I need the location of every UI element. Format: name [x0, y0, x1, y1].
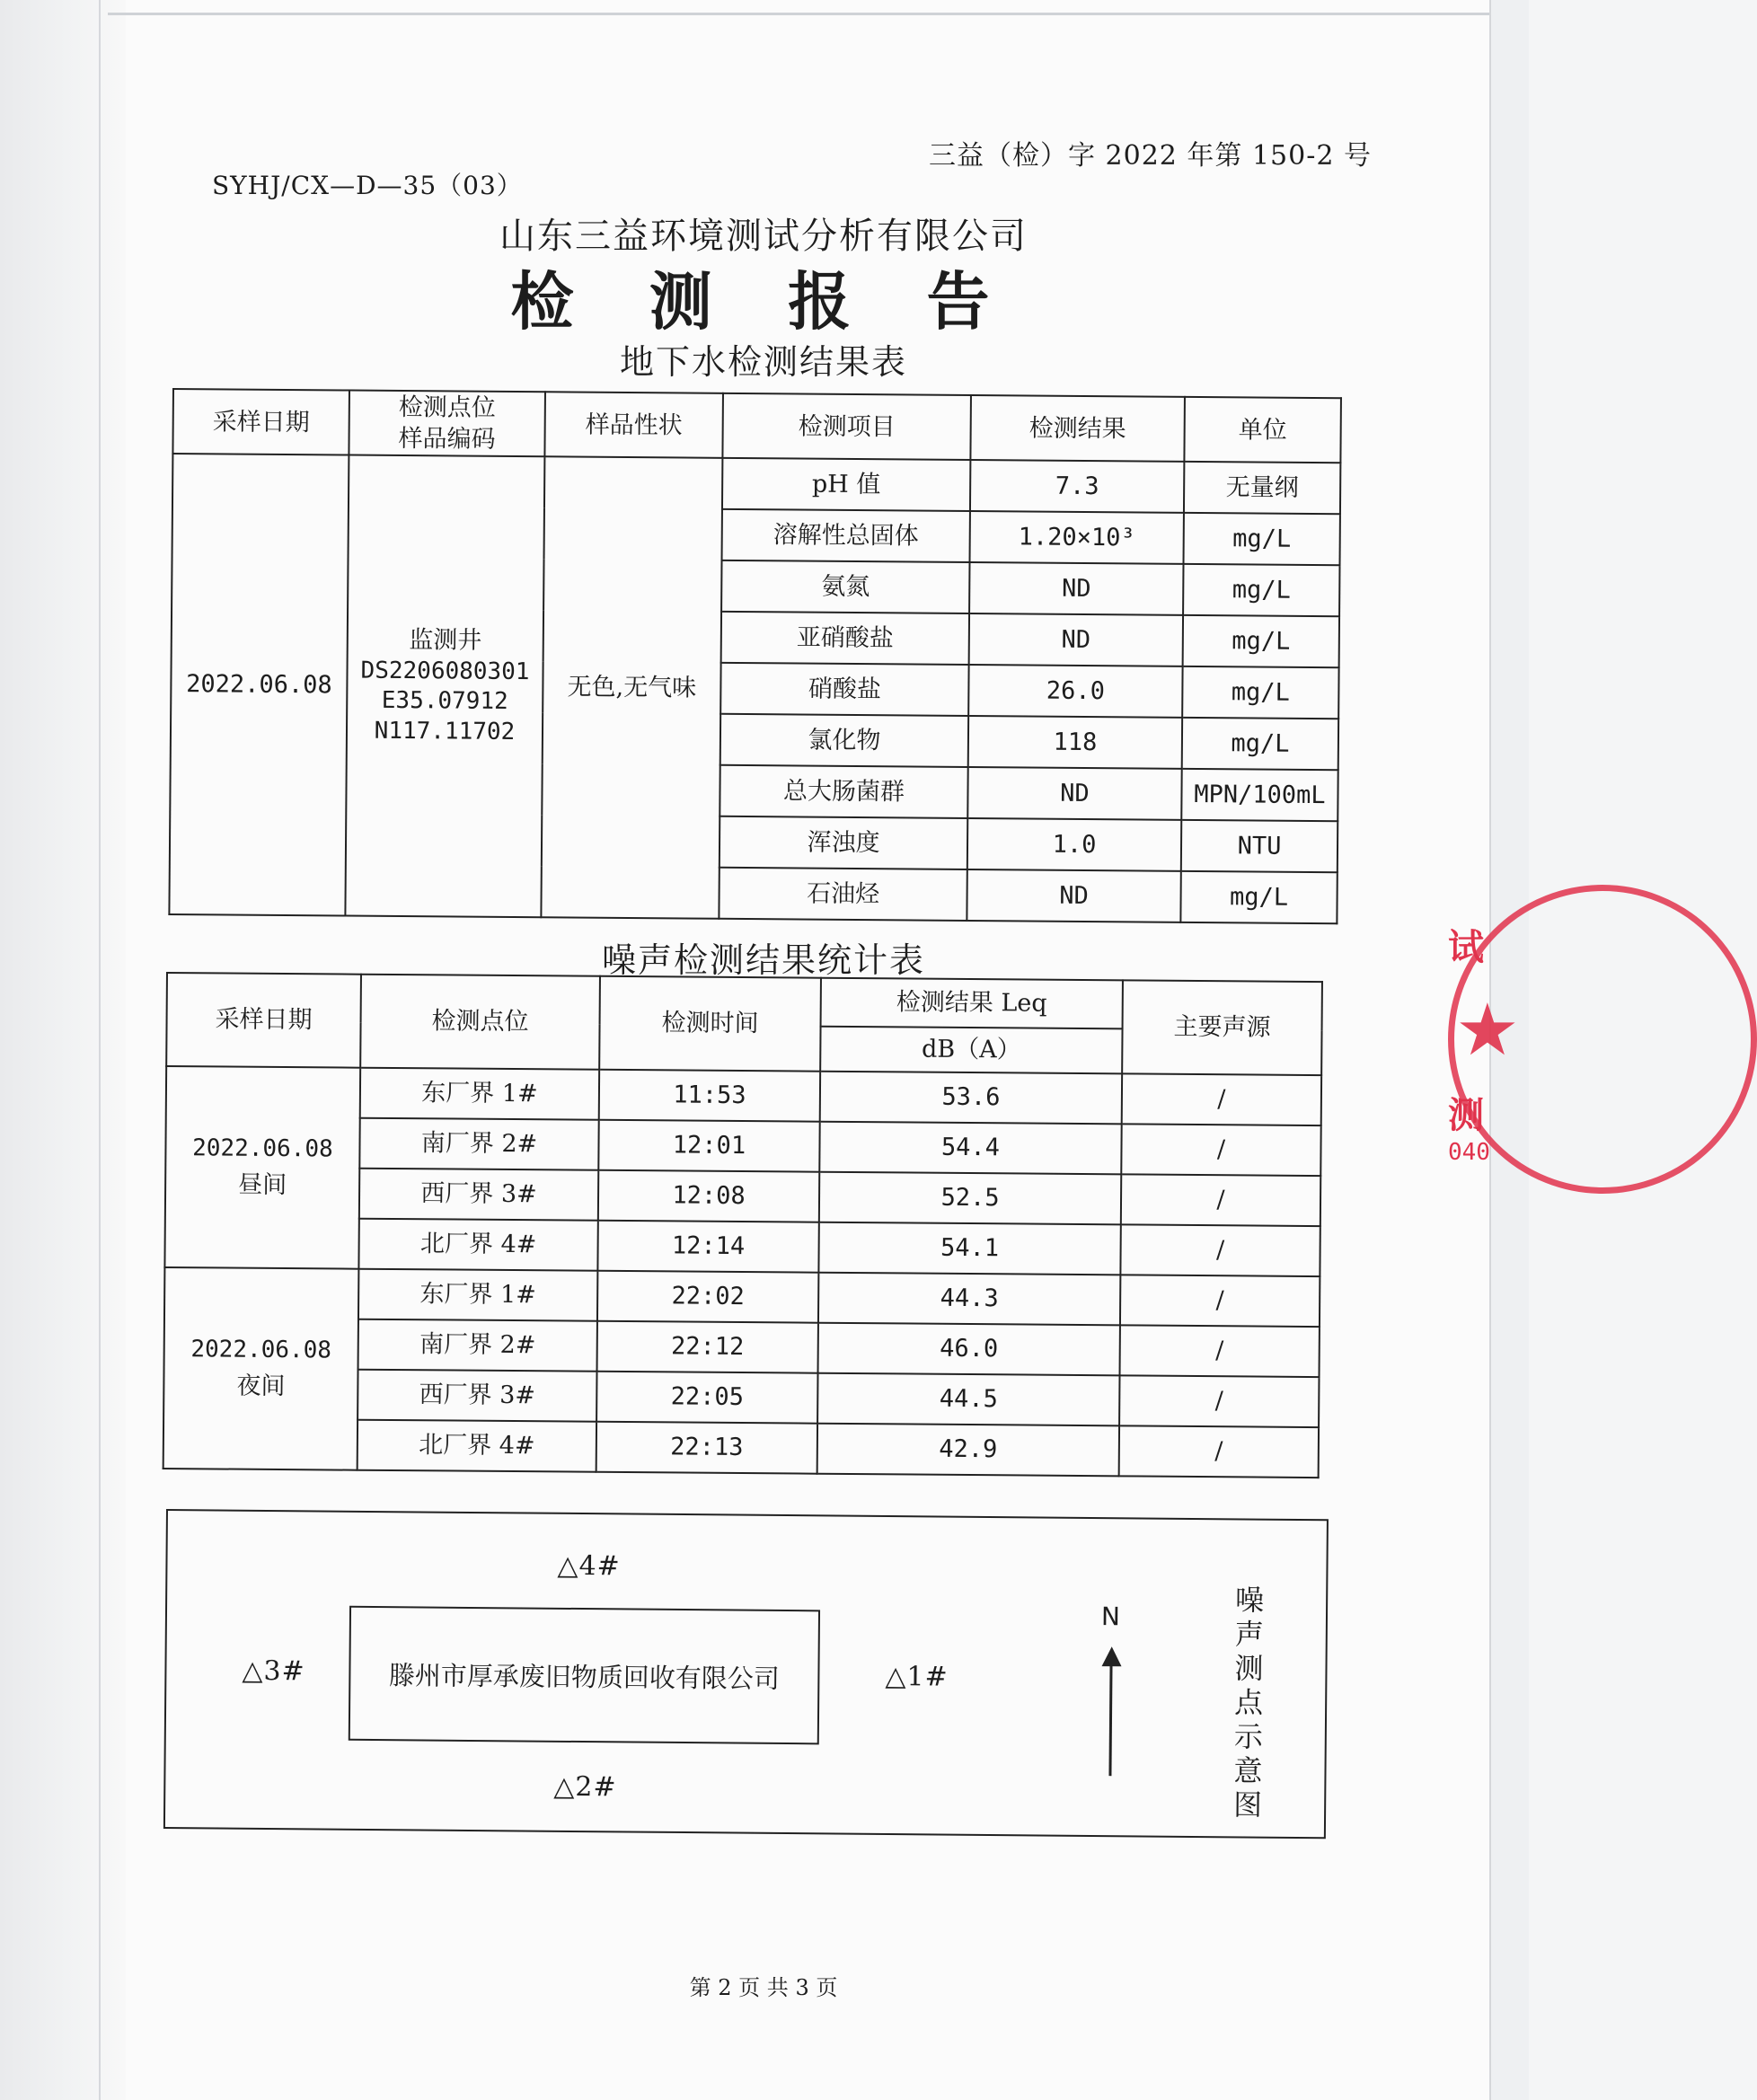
seal-star-icon: ★	[1455, 988, 1520, 1072]
test-time-cell: 22:12	[597, 1321, 818, 1373]
leq-value-cell: 44.5	[817, 1373, 1119, 1426]
north-arrow-shaft	[1108, 1661, 1112, 1776]
test-result-cell: 1.20×10³	[970, 511, 1184, 564]
test-time-cell: 12:01	[598, 1120, 819, 1172]
noise-point-diagram	[163, 1509, 1329, 1839]
test-time-cell: 11:53	[599, 1070, 820, 1122]
test-item-cell: 氯化物	[720, 714, 968, 767]
main-source-cell: /	[1120, 1275, 1320, 1327]
seal-text-top: 试	[1448, 927, 1484, 968]
header-unit: 单位	[1184, 397, 1341, 463]
test-time-cell: 22:02	[597, 1271, 818, 1323]
header-leq-result: 检测结果 Leq	[821, 978, 1123, 1029]
test-point-line: N117.11702	[374, 717, 516, 746]
leq-value-cell: 53.6	[820, 1072, 1122, 1125]
sampling-date-cell	[164, 1066, 360, 1269]
leq-value-cell: 52.5	[819, 1172, 1121, 1225]
unit-cell: mg/L	[1183, 564, 1339, 616]
seal-text-bottom: 测	[1448, 1095, 1484, 1136]
sample-nature-cell: 无色,无气味	[541, 456, 722, 919]
sampling-date: 2022.06.08	[190, 1335, 332, 1364]
test-result-cell: 26.0	[968, 665, 1182, 718]
legend-char: 示	[1233, 1719, 1263, 1754]
point-3-marker: △3#	[242, 1654, 305, 1688]
test-item-cell: pH 值	[722, 458, 970, 511]
test-point-cell: 西厂界 3#	[359, 1169, 598, 1221]
test-time-cell: 22:13	[596, 1422, 817, 1474]
point-1-marker: △1#	[885, 1660, 949, 1693]
header-test-time: 检测时间	[599, 976, 821, 1072]
header-test-point: 检测点位	[360, 975, 600, 1070]
main-source-cell: /	[1122, 1073, 1321, 1125]
test-time-cell: 22:05	[596, 1372, 817, 1424]
official-seal-stamp	[1448, 885, 1520, 1190]
test-point-cell: 南厂界 2#	[358, 1319, 597, 1372]
test-point-cell: 北厂界 4#	[358, 1219, 597, 1271]
test-point-cell: 东厂界 1#	[358, 1269, 597, 1321]
test-result-cell: 1.0	[967, 818, 1181, 871]
plant-outline: 滕州市厚承废旧物质回收有限公司	[349, 1606, 820, 1745]
test-point-cell: 南厂界 2#	[359, 1118, 598, 1170]
sampling-period: 昼间	[238, 1170, 287, 1200]
form-code: SYHJ/CX—D—35（03）	[212, 171, 523, 200]
test-point-cell: 北厂界 4#	[358, 1420, 596, 1472]
document-number: 三益（检）字 2022 年第 150-2 号	[929, 140, 1372, 172]
test-item-cell: 硝酸盐	[720, 663, 968, 716]
unit-cell: mg/L	[1180, 871, 1337, 923]
scan-fold-line	[99, 0, 101, 2100]
header-sample-code-label: 样品编码	[398, 425, 496, 454]
leq-value-cell: 42.9	[817, 1424, 1119, 1477]
header-point-code	[349, 391, 545, 457]
scan-edge-left	[0, 0, 126, 2100]
header-sample-nature: 样品性状	[544, 392, 723, 458]
leq-value-cell: 54.1	[818, 1222, 1120, 1275]
unit-cell: MPN/100mL	[1181, 769, 1338, 821]
test-item-cell: 总大肠菌群	[720, 765, 967, 818]
unit-cell: mg/L	[1182, 666, 1338, 719]
main-source-cell: /	[1120, 1325, 1320, 1377]
header-test-result: 检测结果	[970, 395, 1185, 462]
main-source-cell: /	[1119, 1375, 1319, 1427]
leq-value-cell: 44.3	[818, 1273, 1120, 1326]
sampling-date-cell: 2022.06.08	[169, 454, 349, 916]
test-result-cell: ND	[967, 869, 1180, 922]
unit-cell: mg/L	[1183, 513, 1339, 565]
unit-cell: mg/L	[1183, 615, 1339, 667]
header-test-item: 检测项目	[722, 393, 971, 460]
page-number: 第 2 页 共 3 页	[689, 1974, 838, 2000]
header-sampling-date: 采样日期	[166, 973, 361, 1068]
point-4-marker: △4#	[557, 1549, 621, 1583]
test-point-cell: 西厂界 3#	[358, 1370, 596, 1422]
header-main-source: 主要声源	[1122, 980, 1322, 1075]
test-point-line: DS2206080301	[360, 657, 530, 685]
leq-value-cell: 46.0	[818, 1323, 1120, 1376]
scan-edge-top	[108, 13, 1509, 15]
north-label: N	[1100, 1601, 1122, 1632]
test-result-cell: 118	[968, 716, 1182, 769]
test-item-cell: 亚硝酸盐	[721, 612, 969, 665]
legend-char: 测	[1234, 1651, 1264, 1686]
table-header-row	[167, 973, 1322, 1030]
main-source-cell: /	[1121, 1124, 1320, 1176]
test-point-line: E35.07912	[381, 687, 508, 716]
test-result-cell: ND	[967, 767, 1181, 820]
test-time-cell: 12:08	[598, 1170, 819, 1222]
test-item-cell: 氨氮	[721, 560, 969, 613]
sampling-period: 夜间	[236, 1372, 286, 1401]
main-source-cell: /	[1120, 1224, 1320, 1276]
test-point-cell	[345, 455, 544, 918]
company-name: 山东三益环境测试分析有限公司	[499, 215, 1028, 257]
test-item-cell: 溶解性总固体	[722, 509, 970, 562]
legend-char: 意	[1233, 1753, 1263, 1788]
table-header-row	[172, 389, 1341, 463]
main-source-cell: /	[1119, 1425, 1319, 1478]
diagram-legend	[1230, 1583, 1267, 1822]
test-point-cell: 东厂界 1#	[360, 1068, 599, 1120]
test-item-cell: 石油烃	[719, 868, 967, 921]
report-title: 检 测 报 告	[510, 263, 1017, 339]
header-sampling-date: 采样日期	[172, 389, 349, 455]
sampling-date-cell	[163, 1267, 359, 1470]
legend-char: 声	[1234, 1617, 1264, 1652]
main-source-cell: /	[1121, 1174, 1320, 1226]
test-result-cell: ND	[969, 613, 1183, 666]
header-point-label: 检测点位	[398, 393, 496, 422]
test-point-line: 监测井	[409, 626, 482, 656]
unit-cell: 无量纲	[1184, 462, 1340, 514]
test-time-cell: 12:14	[597, 1221, 818, 1273]
test-item-cell: 浑浊度	[720, 816, 967, 869]
table-row	[164, 1267, 1320, 1327]
table-row	[166, 1066, 1321, 1125]
test-result-cell: 7.3	[970, 460, 1184, 513]
noise-results-table	[163, 972, 1323, 1478]
unit-cell: NTU	[1181, 820, 1338, 872]
header-leq-unit: dB（A）	[820, 1027, 1122, 1074]
groundwater-results-table	[168, 388, 1342, 924]
unit-cell: mg/L	[1182, 718, 1338, 770]
seal-code: 040	[1448, 1139, 1490, 1166]
sampling-date: 2022.06.08	[192, 1134, 333, 1163]
groundwater-table-title: 地下水检测结果表	[619, 341, 907, 382]
test-result-cell: ND	[969, 562, 1183, 615]
legend-char: 点	[1233, 1685, 1264, 1720]
legend-char: 图	[1232, 1787, 1263, 1822]
leq-value-cell: 54.4	[819, 1122, 1121, 1175]
legend-char: 噪	[1234, 1583, 1265, 1618]
table-row	[172, 454, 1340, 514]
noise-table-title: 噪声检测结果统计表	[601, 940, 925, 980]
point-2-marker: △2#	[553, 1770, 617, 1804]
